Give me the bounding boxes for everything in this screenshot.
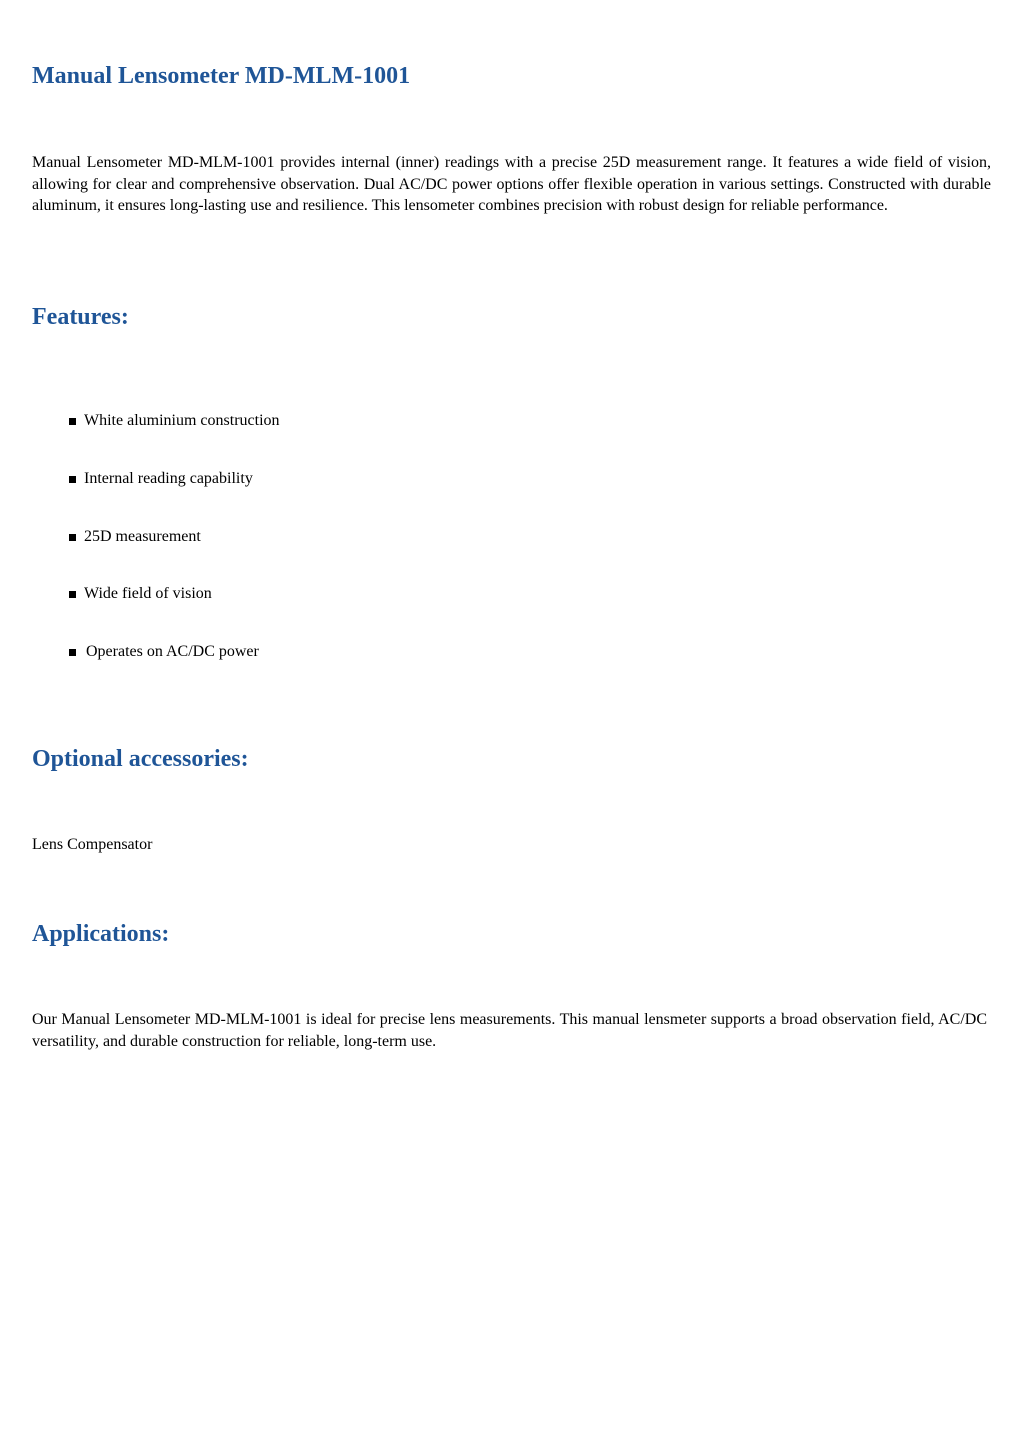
feature-text: White aluminium construction xyxy=(84,412,280,429)
square-bullet-icon xyxy=(69,591,76,598)
square-bullet-icon xyxy=(69,534,76,541)
feature-text: 25D measurement xyxy=(84,528,201,545)
intro-paragraph: Manual Lensometer MD-MLM-1001 provides internal (inner) readings with a precise 25D measurement range. It features a wide field of vision, allowing for clear and comprehensive observation. Dual AC/DC power options offer flexible operation in various settings. Constructed with durable aluminum, it ensures long-lasting use and resilience. This lensometer combines precision with robust design for reliable performance. xyxy=(32,154,991,215)
feature-text: Operates on AC/DC power xyxy=(86,643,259,660)
square-bullet-icon xyxy=(69,649,76,656)
feature-text: Wide field of vision xyxy=(84,585,212,602)
accessories-heading: Optional accessories: xyxy=(32,746,249,772)
applications-heading: Applications: xyxy=(32,921,170,947)
feature-text: Internal reading capability xyxy=(84,470,253,487)
accessories-text: Lens Compensator xyxy=(32,836,153,853)
applications-paragraph: Our Manual Lensometer MD-MLM-1001 is ideal for precise lens measurements. This manual lensmeter supports a broad observation field, AC/DC versatility, and durable construction for reliable, long-term use. xyxy=(32,1011,987,1050)
page-title: Manual Lensometer MD-MLM-1001 xyxy=(32,63,411,89)
features-heading: Features: xyxy=(32,304,129,330)
square-bullet-icon xyxy=(69,476,76,483)
square-bullet-icon xyxy=(69,418,76,425)
